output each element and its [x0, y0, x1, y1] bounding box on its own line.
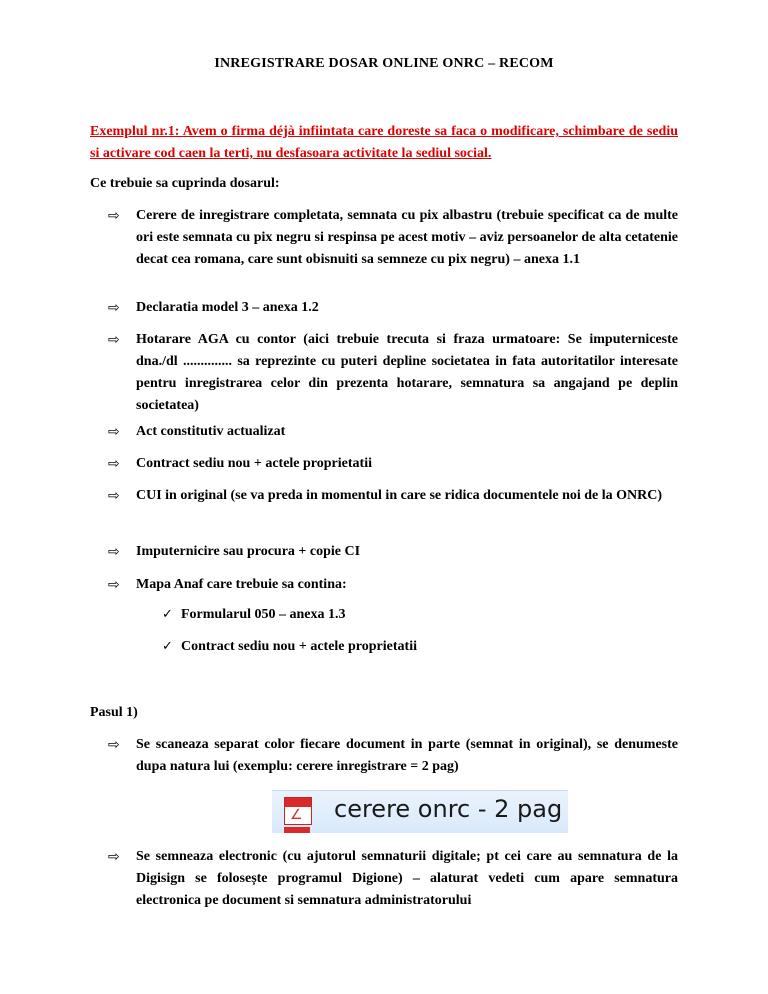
arrow-bullet-icon: ⇨ — [108, 737, 120, 753]
list-item: ⇨ Act constitutiv actualizat — [108, 421, 678, 443]
pdf-file-icon: ∠ — [284, 797, 312, 825]
checkmark-icon: ✓ — [162, 639, 173, 654]
pdf-file-icon — [284, 827, 310, 833]
list-item: ⇨ Cerere de inregistrare completata, semnata cu pix albastru (trebuie specificat ca de multe ori este semnata cu pix negru si respinsa pe acest motiv – aviz persoanelor de alta cetatenie decat cea romana, care sunt obisnuiti sa semneze cu pix negru) – anexa 1.1 — [108, 205, 678, 271]
list-item: ⇨ Mapa Anaf care trebuie sa contina: — [108, 574, 678, 596]
arrow-bullet-icon: ⇨ — [108, 456, 120, 472]
arrow-bullet-icon: ⇨ — [108, 300, 120, 316]
list-item: ⇨ Hotarare AGA cu contor (aici trebuie trecuta si fraza urmatoare: Se imputerniceste dna./dl .............. sa reprezinte cu puteri depline societatea in fata autoritatilor interesate pentru inregistrarea celor din prezenta hotarare, semnatura sa angajand pe deplin societatea) — [108, 329, 678, 417]
checkmark-icon: ✓ — [162, 607, 173, 622]
arrow-bullet-icon: ⇨ — [108, 424, 120, 440]
list-item: ⇨ Se scaneaza separat color fiecare document in parte (semnat in original), se denumeste dupa natura lui (exemplu: cerere inregistrare = 2 pag) — [108, 734, 678, 778]
arrow-bullet-icon: ⇨ — [108, 849, 120, 865]
file-preview-image — [272, 790, 568, 833]
document-title: INREGISTRARE DOSAR ONLINE ONRC – RECOM — [214, 56, 554, 71]
step1-heading: Pasul 1) — [90, 705, 138, 720]
file-name: cerere onrc - 2 pag — [334, 795, 563, 823]
sub-list-item: ✓ Contract sediu nou + actele proprietatii — [162, 636, 417, 658]
list-item: ⇨ Contract sediu nou + actele proprietatii — [108, 453, 678, 475]
list-item: ⇨ Imputernicire sau procura + copie CI — [108, 541, 678, 563]
sub-list-item: ✓ Formularul 050 – anexa 1.3 — [162, 604, 346, 626]
arrow-bullet-icon: ⇨ — [108, 488, 120, 504]
dossier-heading: Ce trebuie sa cuprinda dosarul: — [90, 176, 280, 191]
list-item: ⇨ CUI in original (se va preda in momentul in care se ridica documentele noi de la ONRC) — [108, 485, 678, 507]
arrow-bullet-icon: ⇨ — [108, 544, 120, 560]
list-item: ⇨ Se semneaza electronic (cu ajutorul semnaturii digitale; pt cei care au semnatura de la Digisign se folosește programul Digione) – alaturat vedeti cum apare semnatura electronica pe document si semnatura administratorului — [108, 846, 678, 912]
example-paragraph: Exemplul nr.1: Avem o firma déjà infiintata care doreste sa faca o modificare, schimbare de sediu si activare cod caen la terti, nu desfasoara activitate la sediul social. — [90, 124, 678, 161]
arrow-bullet-icon: ⇨ — [108, 208, 120, 224]
list-item: ⇨ Declaratia model 3 – anexa 1.2 — [108, 297, 678, 319]
arrow-bullet-icon: ⇨ — [108, 332, 120, 348]
arrow-bullet-icon: ⇨ — [108, 577, 120, 593]
